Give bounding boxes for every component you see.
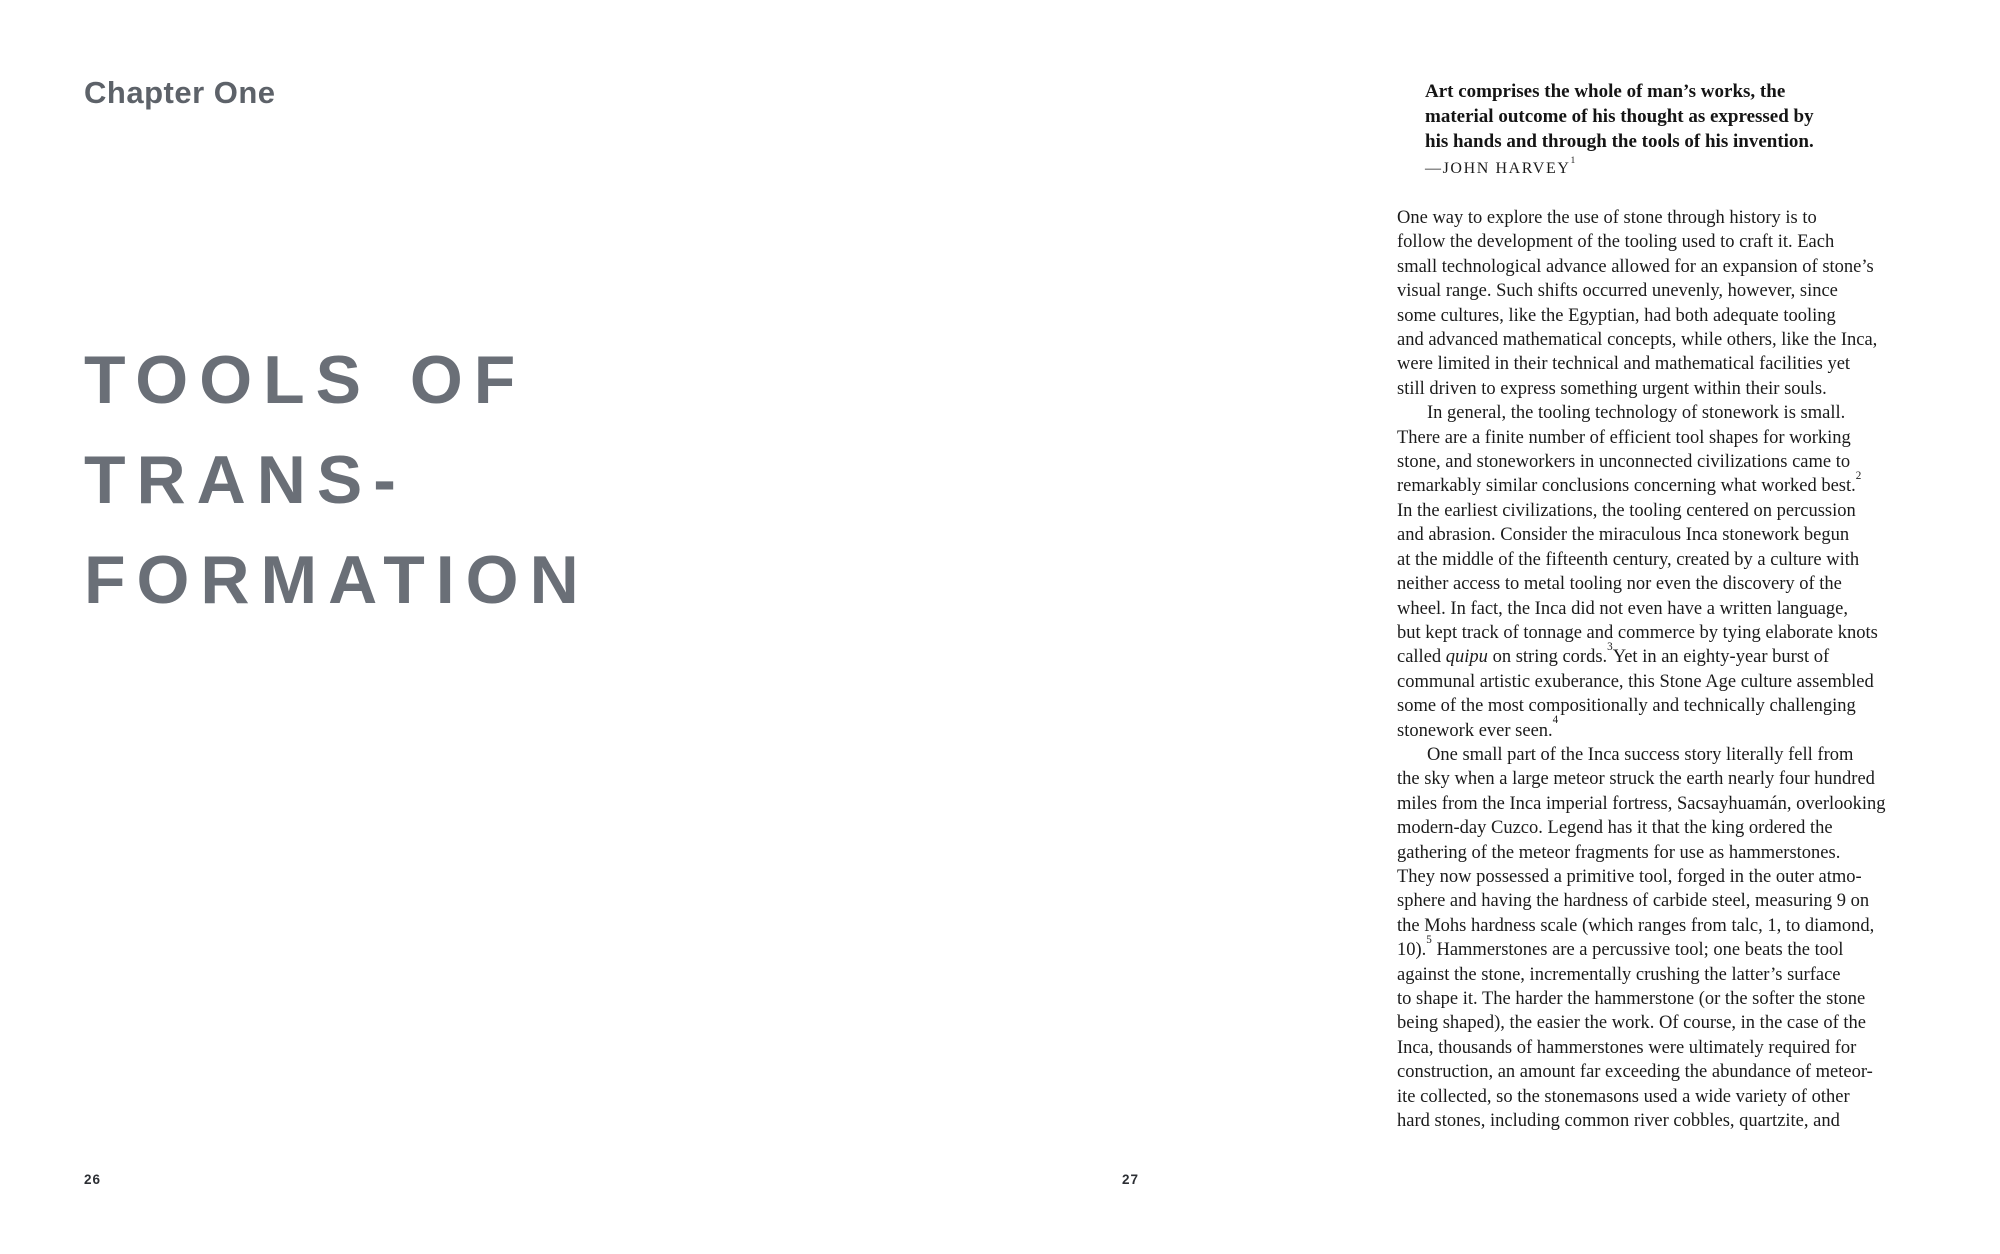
body-line: to shape it. The harder the hammerstone (or the softer the stone <box>1397 989 1866 1009</box>
body-line: wheel. In fact, the Inca did not even have a written language, <box>1397 598 1849 619</box>
epigraph <box>1425 80 1814 182</box>
body-line: In general, the tooling technology of stonework is small. <box>1427 403 1846 424</box>
body-line: modern-day Cuzco. Legend has it that the king ordered the <box>1397 818 1833 839</box>
body-line: In the earliest civilizations, the tooling centered on percussion <box>1397 500 1856 521</box>
body-line: 10).$^5$ Hammerstones are a percussive tool; one beats the tool <box>1397 934 1844 961</box>
body-text <box>1397 206 1942 1133</box>
epigraph-lines <box>1425 80 1814 154</box>
paragraph <box>1397 743 1942 1134</box>
epigraph-attribution-name: —JOHN HARVEY <box>1425 160 1571 178</box>
body-line: follow the development of the tooling used to craft it. Each <box>1397 232 1835 253</box>
body-line: Inca, thousands of hammerstones were ultimately required for <box>1397 1037 1857 1058</box>
body-line: the sky when a large meteor struck the earth nearly four hundred <box>1397 769 1875 790</box>
body-line: being shaped), the easier the work. Of course, in the case of the <box>1397 1013 1867 1034</box>
body-line: still driven to express something urgent within their souls. <box>1397 378 1827 399</box>
body-line: construction, an amount far exceeding the abundance of meteor- <box>1397 1062 1873 1083</box>
body-line: stonework ever seen.$^4$ <box>1397 714 1559 741</box>
epigraph-footnote-marker: 1 <box>1570 154 1577 166</box>
body-line: small technological advance allowed for an expansion of stone’s <box>1397 256 1874 277</box>
text-line: material outcome of his thought as expressed by <box>1425 105 1814 127</box>
body-line: remarkably similar conclusions concerning what worked best.$^2$ <box>1397 470 1862 497</box>
body-line: and abrasion. Consider the miraculous Inca stonework begun <box>1397 525 1850 546</box>
body-line: some of the most compositionally and technically challenging <box>1397 696 1856 717</box>
chapter-label: Chapter One <box>84 75 276 110</box>
body-line: They now possessed a primitive tool, forged in the outer atmo- <box>1397 866 1862 887</box>
body-line: hard stones, including common river cobbles, quartzite, and <box>1397 1111 1840 1132</box>
page-number-right: 27 <box>1122 1172 1140 1187</box>
title-line-1: TOOLS OF <box>84 342 527 418</box>
body-line: stone, and stoneworkers in unconnected civilizations came to <box>1397 452 1851 473</box>
body-line: neither access to metal tooling nor even the discovery of the <box>1397 574 1842 595</box>
text-line: his hands and through the tools of his invention. <box>1425 130 1814 152</box>
text-line: Art comprises the whole of man’s works, the <box>1425 81 1786 102</box>
paragraph <box>1397 401 1942 743</box>
body-line: gathering of the meteor fragments for use as hammerstones. <box>1397 842 1841 863</box>
body-line: some cultures, like the Egyptian, had both adequate tooling <box>1397 305 1836 326</box>
body-line: ite collected, so the stonemasons used a wide variety of other <box>1397 1086 1850 1107</box>
paragraph <box>1397 206 1942 401</box>
body-line: and advanced mathematical concepts, while others, like the Inca, <box>1397 330 1878 351</box>
body-line: but kept track of tonnage and commerce by tying elaborate knots <box>1397 622 1878 643</box>
title-line-2: TRANS- <box>84 442 407 518</box>
body-line: called quipu on string cords.$^3$Yet in an eighty-year burst of <box>1397 641 1830 668</box>
body-line: visual range. Such shifts occurred unevenly, however, since <box>1397 281 1838 302</box>
body-line: the Mohs hardness scale (which ranges from talc, 1, to diamond, <box>1397 915 1875 936</box>
title-line-3: FORMATION <box>84 542 590 618</box>
body-line: One way to explore the use of stone through history is to <box>1397 208 1817 228</box>
body-line: miles from the Inca imperial fortress, Sacsayhuamán, overlooking <box>1397 793 1886 814</box>
book-title <box>84 330 590 630</box>
body-line: communal artistic exuberance, this Stone Age culture assembled <box>1397 671 1874 692</box>
body-line: were limited in their technical and mathematical facilities yet <box>1397 354 1851 375</box>
page-number-left: 26 <box>84 1172 102 1187</box>
body-line: against the stone, incrementally crushing the latter’s surface <box>1397 964 1841 985</box>
body-line: at the middle of the fifteenth century, created by a culture with <box>1397 549 1860 570</box>
epigraph-attribution <box>1425 154 1814 182</box>
body-line: There are a finite number of efficient tool shapes for working <box>1397 427 1851 448</box>
body-line: One small part of the Inca success story literally fell from <box>1427 744 1854 765</box>
body-line: sphere and having the hardness of carbide steel, measuring 9 on <box>1397 891 1870 912</box>
